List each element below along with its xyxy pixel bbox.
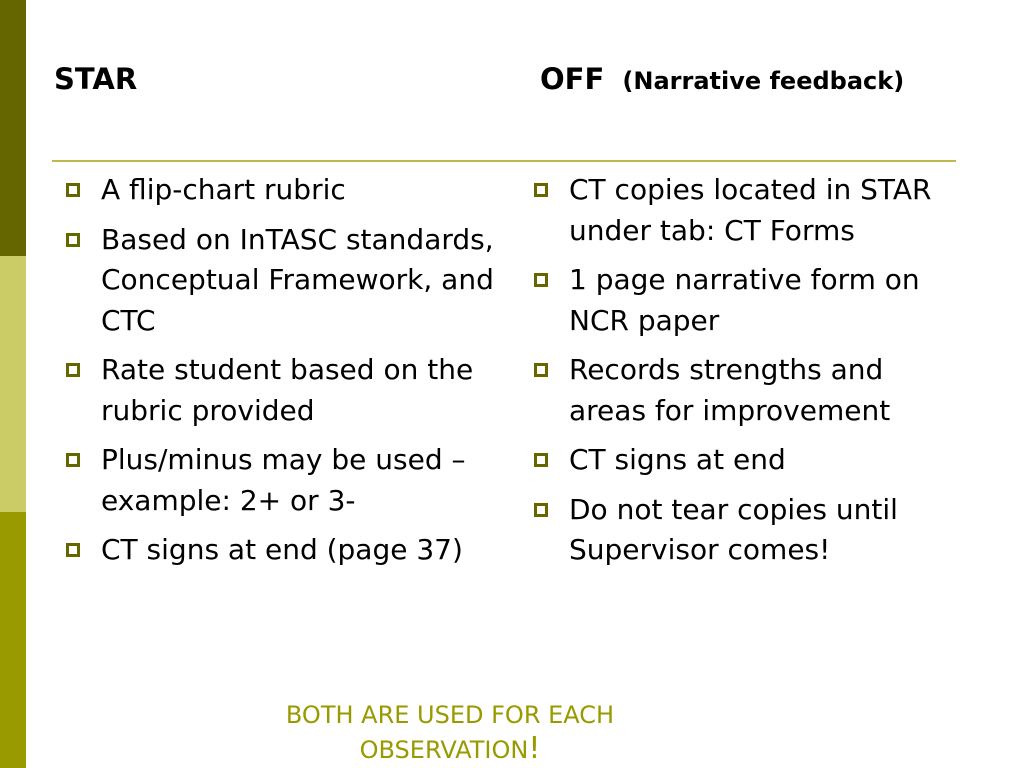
- list-item: [66, 220, 496, 342]
- square-bullet-icon: [66, 363, 80, 377]
- footer-note: [230, 698, 670, 767]
- square-bullet-icon: [66, 453, 80, 467]
- list-item-text: CT signs at end: [569, 443, 786, 476]
- footer-note-exclaim: !: [528, 731, 541, 766]
- list-item-text: 1 page narrative form on NCR paper: [569, 263, 920, 337]
- square-bullet-icon: [66, 233, 80, 247]
- list-item-text: Rate student based on the rubric provided: [101, 353, 474, 427]
- square-bullet-icon: [66, 183, 80, 197]
- list-item-text: Plus/minus may be used – example: 2+ or 3-: [101, 443, 466, 517]
- star-bullet-list: [66, 170, 496, 580]
- list-item: [534, 490, 964, 571]
- list-item: [66, 350, 496, 431]
- list-item-text: CT copies located in STAR under tab: CT Forms: [569, 173, 932, 247]
- heading-star: STAR: [54, 62, 138, 96]
- list-item: [534, 350, 964, 431]
- square-bullet-icon: [66, 543, 80, 557]
- list-item-text: Records strengths and areas for improvement: [569, 353, 891, 427]
- divider-rule: [52, 160, 956, 162]
- list-item: [534, 170, 964, 251]
- square-bullet-icon: [534, 363, 548, 377]
- decor-bar-middle: [0, 256, 26, 512]
- list-item-text: A flip-chart rubric: [101, 173, 346, 206]
- decor-bar-top: [0, 0, 26, 256]
- square-bullet-icon: [534, 453, 548, 467]
- square-bullet-icon: [534, 273, 548, 287]
- square-bullet-icon: [534, 503, 548, 517]
- list-item: [534, 440, 964, 481]
- list-item-text: CT signs at end (page 37): [101, 533, 463, 566]
- heading-off-sub: (Narrative feedback): [622, 67, 905, 95]
- off-bullet-list: [534, 170, 964, 580]
- list-item-text: Based on InTASC standards, Conceptual Framework, and CTC: [101, 222, 494, 337]
- footer-note-text: BOTH ARE USED FOR EACH OBSERVATION: [285, 701, 615, 764]
- list-item: [534, 260, 964, 341]
- list-item: [66, 170, 496, 211]
- list-item-text: Do not tear copies until Supervisor comes!: [569, 492, 898, 566]
- heading-off: [540, 62, 904, 96]
- square-bullet-icon: [534, 183, 548, 197]
- decor-bar-bottom: [0, 512, 26, 768]
- heading-off-main: OFF: [540, 62, 605, 96]
- list-item: [66, 530, 496, 571]
- list-item: [66, 440, 496, 521]
